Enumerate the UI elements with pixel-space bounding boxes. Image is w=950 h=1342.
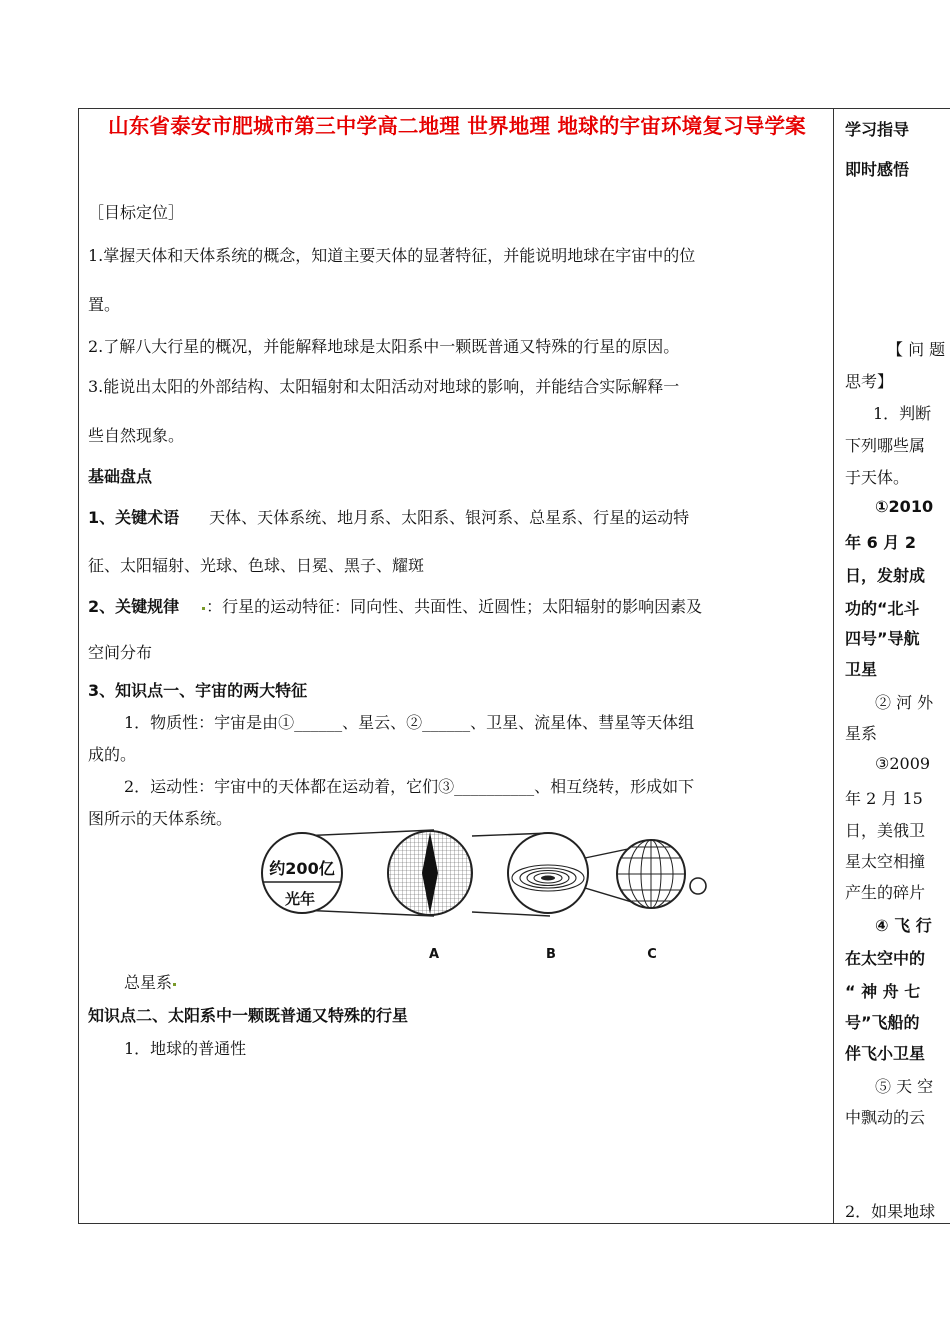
label-a: A [428, 947, 440, 962]
item3-line-a: ③2009 [875, 754, 931, 773]
mark-dot [173, 983, 176, 986]
circle-text-2: 光年 [284, 890, 316, 908]
key-laws-line-b: 空间分布 [88, 643, 153, 662]
column-divider [833, 108, 834, 1224]
item1-line-f: 卫星 [845, 660, 878, 679]
question-heading-b: 思考】 [845, 372, 894, 391]
item3-line-e: 产生的碎片 [845, 883, 926, 902]
item3-line-c: 日，美俄卫 [845, 821, 926, 840]
label-c: C [647, 947, 657, 962]
main-content [88, 0, 826, 1342]
goal-1-line-b: 置。 [88, 295, 121, 314]
item2-line-a: ② 河 外 [875, 693, 934, 712]
kp1-item-1-line-b: 成的。 [88, 745, 137, 764]
key-terms-line-b: 征、太阳辐射、光球、色球、日冕、黑子、耀斑 [88, 556, 425, 575]
item4-line-b: 在太空中的 [845, 949, 926, 968]
key-terms-line-a [88, 505, 826, 528]
key-laws-label: 2、关键规律 [88, 597, 180, 616]
q1-line-c: 于天体。 [845, 468, 910, 487]
kp1-item-1-line-a: 1．物质性：宇宙是由①______、星云、②______、卫星、流星体、彗星等天体组 [124, 713, 695, 732]
moon-circle [690, 878, 706, 894]
sidebar-column [845, 0, 950, 1342]
item5-line-b: 中飘动的云 [845, 1108, 926, 1127]
item4-line-c: “ 神 舟 七 [845, 982, 921, 1001]
item4-line-a: ④ 飞 行 [875, 916, 932, 935]
page-title: 山东省泰安市肥城市第三中学高二地理 世界地理 地球的宇宙环境复习导学案 [108, 114, 806, 138]
label-b: B [546, 947, 556, 962]
item4-line-d: 号”飞船的 [845, 1013, 920, 1032]
item1-line-e: 四号”导航 [845, 629, 920, 648]
kp1-item-2-line-a: 2．运动性：宇宙中的天体都在运动着，它们③__________、相互绕转，形成如下 [124, 777, 695, 796]
q1-line-b: 下列哪些属 [845, 436, 926, 455]
key-terms-label: 1、关键术语 [88, 508, 180, 527]
basics-heading: 基础盘点 [88, 467, 153, 486]
circle-text-1: 约200亿 [269, 859, 335, 878]
key-laws-text: ：行星的运动特征：同向性、共面性、近圆性；太阳辐射的影响因素及 [206, 597, 703, 616]
item2-line-b: 星系 [845, 724, 878, 743]
question-heading-a: 【 问 题 [887, 340, 946, 359]
item1-line-d: 功的“北斗 [845, 599, 920, 618]
knowledge-point-2: 知识点二、太阳系中一颗既普通又特殊的行星 [88, 1006, 409, 1025]
kp1-item-2-line-b: 图所示的天体系统。 [88, 809, 233, 828]
item3-line-d: 星太空相撞 [845, 852, 926, 871]
total-system-label: 总星系 [124, 970, 826, 993]
goal-3-line-a: 3.能说出太阳的外部结构、太阳辐射和太阳活动对地球的影响，并能结合实际解释一 [88, 377, 680, 396]
goal-3-line-b: 些自然现象。 [88, 426, 185, 445]
mark-dot [202, 607, 205, 610]
item1-line-b: 年 6 月 2 [845, 533, 916, 552]
goal-1-line-a: 1.掌握天体和天体系统的概念，知道主要天体的显著特征，并能说明地球在宇宙中的位 [88, 246, 696, 265]
item4-line-e: 伴飞小卫星 [845, 1044, 926, 1063]
study-guide-label: 学习指导 [845, 120, 910, 139]
item1-line-c: 日，发射成 [845, 566, 926, 585]
target-heading: ［目标定位］ [88, 203, 185, 222]
celestial-system-diagram [258, 826, 708, 962]
item5-line-a: ⑤ 天 空 [875, 1077, 934, 1096]
key-terms-text: 天体、天体系统、地月系、太阳系、银河系、总星系、行星的运动特 [209, 508, 690, 527]
knowledge-point-1: 3、知识点一、宇宙的两大特征 [88, 681, 308, 700]
key-laws-line-a [88, 594, 826, 617]
item3-line-b: 年 2 月 15 [845, 789, 923, 808]
q1-line-a: 1．判断 [873, 404, 932, 423]
goal-2: 2.了解八大行星的概况，并能解释地球是太阳系中一颗既普通又特殊的行星的原因。 [88, 337, 680, 356]
kp2-item-1: 1．地球的普通性 [124, 1039, 247, 1058]
item1-line-a: ①2010 [875, 497, 934, 516]
q2-line-a: 2．如果地球 [845, 1202, 936, 1221]
insight-label: 即时感悟 [845, 160, 910, 179]
